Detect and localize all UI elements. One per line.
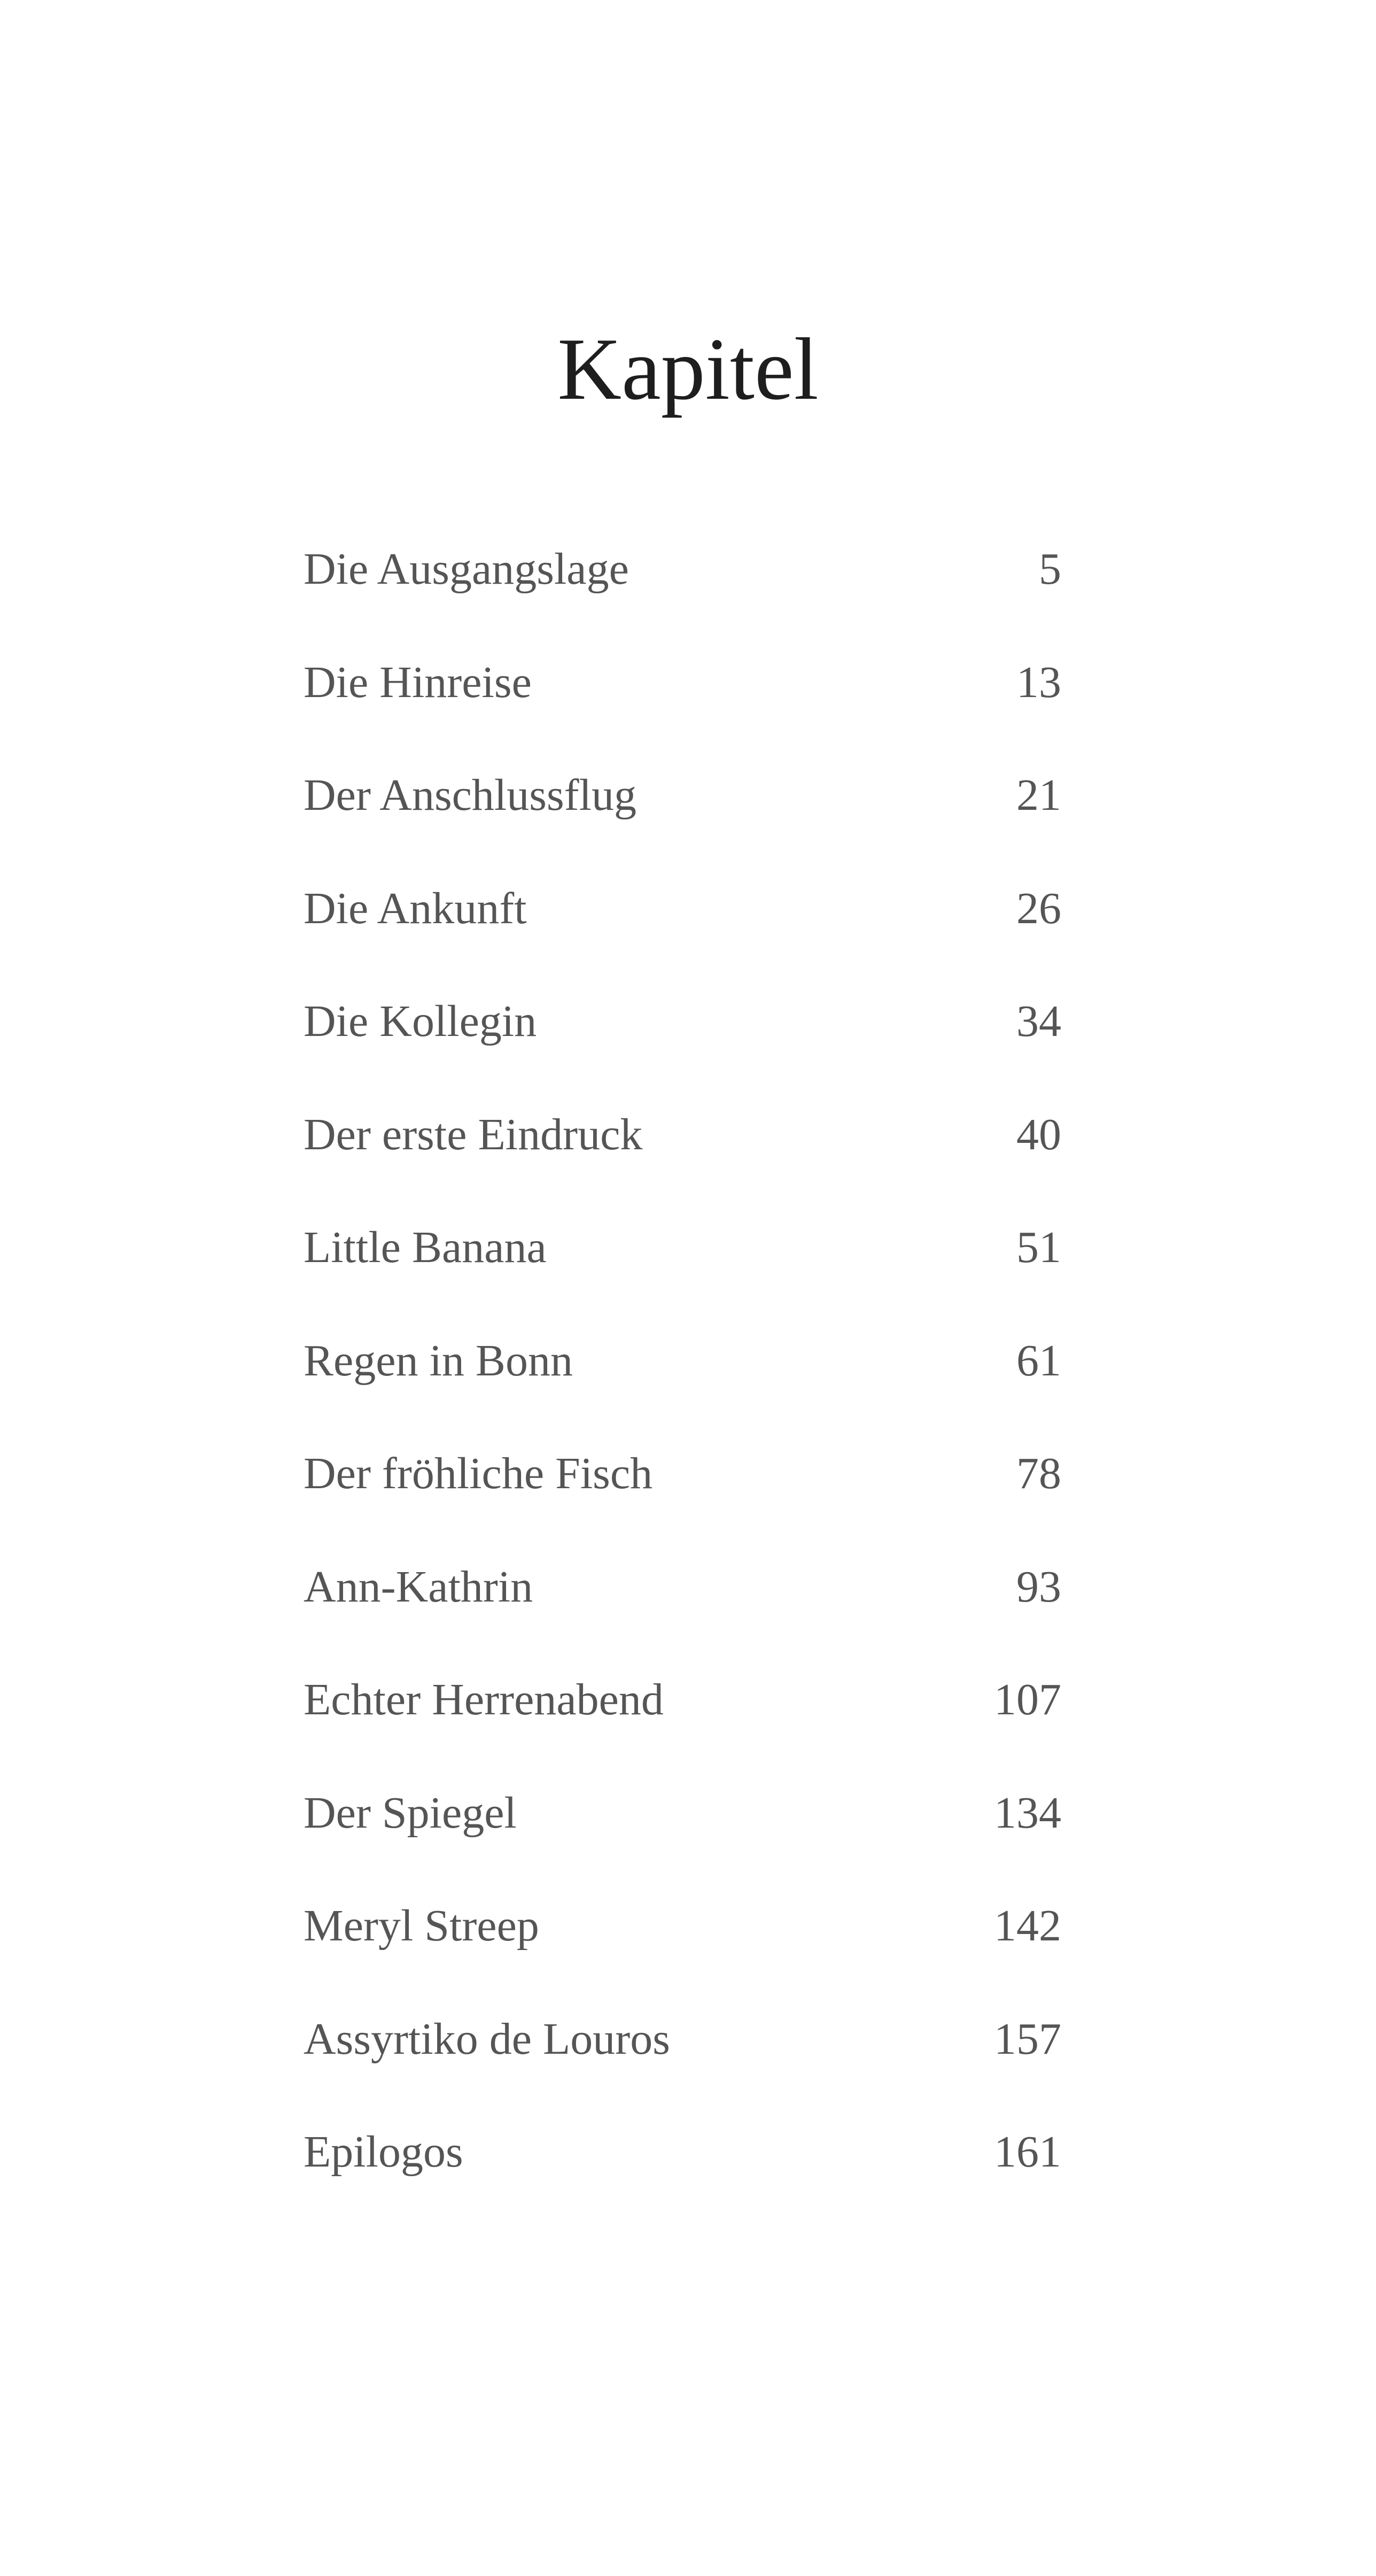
chapter-title: Der Anschlussflug xyxy=(304,770,636,820)
chapter-title: Meryl Streep xyxy=(304,1901,539,1951)
toc-entry xyxy=(304,643,1061,756)
chapter-page-number: 142 xyxy=(994,1901,1061,1951)
chapter-page-number: 161 xyxy=(994,2127,1061,2177)
chapter-title: Die Ankunft xyxy=(304,883,527,933)
chapter-page-number: 107 xyxy=(994,1675,1061,1724)
chapter-title: Der Spiegel xyxy=(304,1788,517,1838)
chapter-page-number: 13 xyxy=(1016,657,1061,707)
toc-entry xyxy=(304,1095,1061,1208)
chapter-page-number: 5 xyxy=(1039,544,1061,594)
toc-entry xyxy=(304,1660,1061,1773)
chapter-title: Regen in Bonn xyxy=(304,1335,573,1386)
chapter-page-number: 78 xyxy=(1016,1449,1061,1498)
chapter-page-number: 157 xyxy=(994,2014,1061,2064)
toc-entry xyxy=(304,755,1061,869)
toc-entry xyxy=(304,529,1061,643)
toc-entry xyxy=(304,1321,1061,1434)
chapter-page-number: 61 xyxy=(1016,1335,1061,1386)
chapter-page-number: 26 xyxy=(1016,883,1061,933)
toc-entry xyxy=(304,1208,1061,1321)
chapter-title: Die Hinreise xyxy=(304,657,532,707)
toc-entry xyxy=(304,1999,1061,2113)
chapter-title: Die Kollegin xyxy=(304,996,537,1046)
toc-entry xyxy=(304,2112,1061,2225)
toc-entry xyxy=(304,1434,1061,1547)
chapter-page-number: 34 xyxy=(1016,996,1061,1046)
chapter-title: Der erste Eindruck xyxy=(304,1109,643,1159)
chapter-page-number: 134 xyxy=(994,1788,1061,1838)
toc-entry xyxy=(304,1773,1061,1886)
chapter-title: Die Ausgangslage xyxy=(304,544,629,594)
chapter-title: Ann-Kathrin xyxy=(304,1561,533,1612)
toc-entry xyxy=(304,1886,1061,1999)
chapter-title: Echter Herrenabend xyxy=(304,1675,664,1724)
chapter-page-number: 93 xyxy=(1016,1561,1061,1612)
toc-entry xyxy=(304,869,1061,982)
chapter-title: Epilogos xyxy=(304,2127,463,2177)
table-of-contents xyxy=(304,529,1061,2225)
chapter-title: Assyrtiko de Louros xyxy=(304,2014,670,2064)
chapter-title: Der fröhliche Fisch xyxy=(304,1449,653,1498)
chapter-page-number: 21 xyxy=(1016,770,1061,820)
chapter-page-number: 51 xyxy=(1016,1223,1061,1272)
chapter-title: Little Banana xyxy=(304,1223,547,1272)
chapter-page-number: 40 xyxy=(1016,1109,1061,1159)
toc-entry xyxy=(304,981,1061,1095)
toc-entry xyxy=(304,1547,1061,1660)
page-title: Kapitel xyxy=(557,320,819,418)
